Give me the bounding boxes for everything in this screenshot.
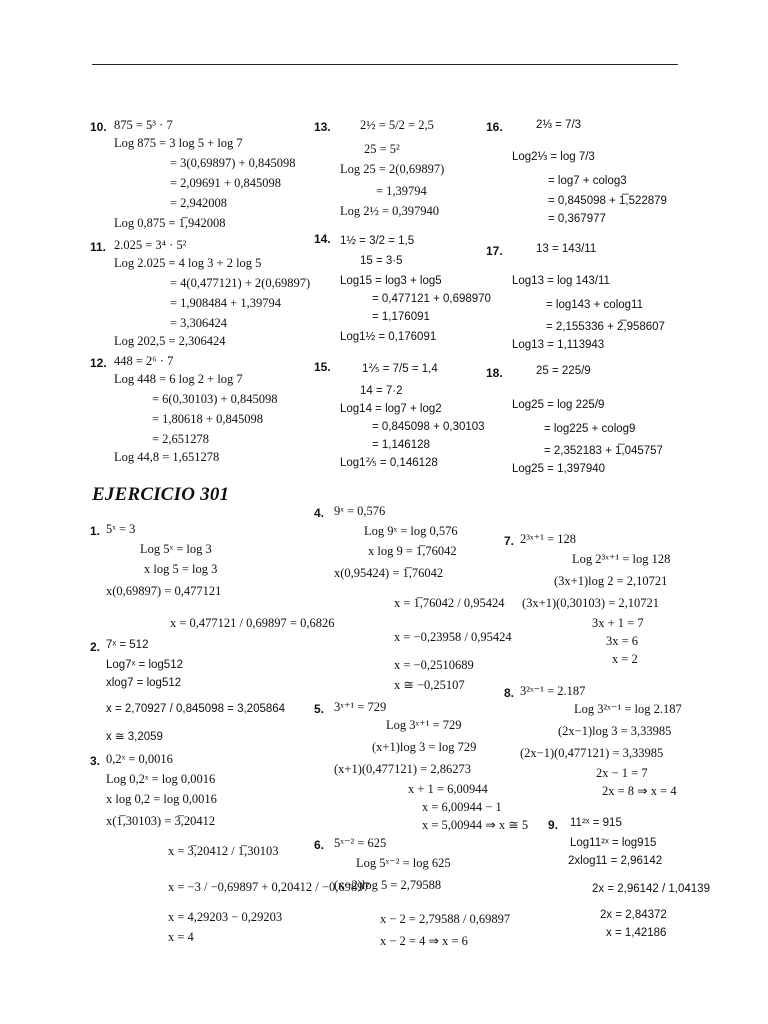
equation-line: x = 1̅,76042 / 0,95424 (394, 596, 505, 610)
equation-line: Log 44,8 = 1,651278 (114, 450, 220, 464)
equation-line: 2½ = 5/2 = 2,5 (360, 118, 434, 132)
equation-line: 11²ˣ = 915 (570, 817, 622, 829)
equation-line: Log11²ˣ = log915 (570, 837, 657, 849)
equation-line: Log 2½ = 0,397940 (340, 204, 440, 218)
equation-line: 15 = 3·5 (360, 255, 403, 267)
equation-line: = 6(0,30103) + 0,845098 (152, 392, 278, 406)
equation-line: 2x = 8 ⇒ x = 4 (602, 784, 677, 798)
equation-line: = log7 + colog3 (548, 175, 627, 187)
equation-line: Log 2.025 = 4 log 3 + 2 log 5 (114, 256, 262, 270)
equation-line: Log25 = log 225/9 (512, 399, 605, 411)
equation-line: 2x = 2,96142 / 1,04139 (592, 883, 710, 895)
problem-number: 17. (486, 244, 503, 258)
equation-line: Log 2³ˣ⁺¹ = log 128 (572, 552, 671, 566)
equation-line: Log 5ˣ⁻² = log 625 (356, 856, 451, 870)
problem-number: 12. (90, 356, 107, 370)
top-rule (92, 64, 678, 65)
equation-line: 1½ = 3/2 = 1,5 (340, 235, 415, 247)
equation-line: 3x = 6 (606, 634, 639, 648)
equation-line: Log 25 = 2(0,69897) (340, 162, 445, 176)
equation-line: Log1⅖ = 0,146128 (340, 457, 438, 469)
equation-line: = 1,908484 + 1,39794 (170, 296, 281, 310)
problem-number: 11. (90, 240, 107, 254)
equation-line: = 2,942008 (170, 196, 228, 210)
equation-line: x ≅ −0,25107 (394, 678, 465, 692)
equation-line: Log 0,875 = 1̅,942008 (114, 216, 226, 230)
equation-line: (x+1)log 3 = log 729 (372, 740, 477, 754)
equation-line: x − 2 = 2,79588 / 0,69897 (380, 912, 511, 926)
equation-line: Log2⅓ = log 7/3 (512, 151, 595, 163)
equation-line: x = 2 (612, 652, 638, 666)
equation-line: = 0,367977 (548, 213, 606, 225)
equation-line: x = 6,00944 − 1 (422, 800, 502, 814)
equation-line: = 3(0,69897) + 0,845098 (170, 156, 296, 170)
equation-line: = 0,845098 + 1̅,522879 (548, 195, 667, 207)
problem-number: 5. (314, 702, 325, 716)
equation-line: = 0,477121 + 0,698970 (372, 293, 491, 305)
problem-number: 8. (504, 686, 515, 700)
equation-line: x = 2,70927 / 0,845098 = 3,205864 (106, 703, 286, 715)
equation-line: (x−2)log 5 = 2,79588 (334, 878, 442, 892)
equation-line: Log 3ˣ⁺¹ = 729 (386, 718, 462, 732)
equation-line: Log13 = log 143/11 (512, 275, 610, 287)
equation-line: (2x−1)log 3 = 3,33985 (558, 724, 672, 738)
equation-line: 0,2ˣ = 0,0016 (106, 752, 173, 766)
equation-line: 2x − 1 = 7 (596, 766, 648, 780)
equation-line: x = −0,23958 / 0,95424 (394, 630, 512, 644)
equation-line: = 1,146128 (372, 439, 430, 451)
equation-line: x − 2 = 4 ⇒ x = 6 (380, 934, 468, 948)
equation-line: Log 3²ˣ⁻¹ = log 2.187 (574, 702, 682, 716)
equation-line: (3x+1)log 2 = 2,10721 (554, 574, 668, 588)
problem-number: 18. (486, 366, 503, 380)
equation-line: Log14 = log7 + log2 (340, 403, 442, 415)
equation-line: Log 5ˣ = log 3 (140, 542, 212, 556)
problem-number: 3. (90, 754, 101, 768)
equation-line: = 1,176091 (372, 311, 430, 323)
equation-line: = log143 + colog11 (546, 299, 643, 311)
equation-line: x = 3̅,20412 / 1̅,30103 (168, 844, 279, 858)
equation-line: 448 = 2⁶ · 7 (114, 354, 174, 368)
equation-line: = 2,155336 + 2̅,958607 (546, 321, 665, 333)
problem-number: 16. (486, 120, 503, 134)
equation-line: Log 9ˣ = log 0,576 (364, 524, 458, 538)
problem-number: 2. (90, 640, 101, 654)
equation-line: = 1,39794 (376, 184, 427, 198)
equation-line: Log 875 = 3 log 5 + log 7 (114, 136, 243, 150)
equation-line: x(0,69897) = 0,477121 (106, 584, 222, 598)
equation-line: = 2,651278 (152, 432, 210, 446)
problem-number: 10. (90, 120, 107, 134)
equation-line: (2x−1)(0,477121) = 3,33985 (520, 746, 664, 760)
equation-line: Log7ˣ = log512 (106, 659, 183, 671)
equation-line: Log15 = log3 + log5 (340, 275, 442, 287)
equation-line: Log1½ = 0,176091 (340, 331, 437, 343)
equation-line: = 0,845098 + 0,30103 (372, 421, 485, 433)
equation-line: Log 0,2ˣ = log 0,0016 (106, 772, 216, 786)
equation-line: 1⅖ = 7/5 = 1,4 (362, 363, 438, 375)
problem-number: 9. (548, 818, 559, 832)
equation-line: x(1̅,30103) = 3̅,20412 (106, 814, 216, 828)
equation-line: = 1,80618 + 0,845098 (152, 412, 263, 426)
equation-line: x = 5,00944 ⇒ x ≅ 5 (422, 818, 529, 832)
equation-line: 25 = 225/9 (536, 365, 591, 377)
equation-line: 2⅓ = 7/3 (536, 119, 582, 131)
equation-line: = 3,306424 (170, 316, 228, 330)
equation-line: x log 0,2 = log 0,0016 (106, 792, 217, 806)
problem-number: 7. (504, 534, 515, 548)
equation-line: 875 = 5³ · 7 (114, 118, 173, 132)
equation-line: x = 4 (168, 930, 194, 944)
equation-line: 2xlog11 = 2,96142 (568, 855, 663, 867)
equation-line: Log25 = 1,397940 (512, 463, 606, 475)
equation-line: 3ˣ⁺¹ = 729 (334, 700, 387, 714)
problem-number: 4. (314, 506, 325, 520)
equation-line: 9ˣ = 0,576 (334, 504, 386, 518)
problem-number: 13. (314, 120, 331, 134)
equation-line: x = −0,2510689 (394, 658, 474, 672)
equation-line: (3x+1)(0,30103) = 2,10721 (522, 596, 659, 610)
equation-line: = 2,09691 + 0,845098 (170, 176, 281, 190)
equation-line: 2x = 2,84372 (600, 909, 667, 921)
equation-line: x = 4,29203 − 0,29203 (168, 910, 283, 924)
exercise-heading: EJERCICIO 301 (92, 484, 230, 505)
equation-line: 13 = 143/11 (536, 243, 597, 255)
equation-line: 7ˣ = 512 (106, 639, 149, 651)
equation-line: = 2,352183 + 1̅,045757 (544, 445, 663, 457)
equation-line: x = 1,42186 (606, 927, 667, 939)
equation-line: 25 = 5² (364, 142, 400, 156)
equation-line: x = 0,477121 / 0,69897 = 0,6826 (170, 616, 335, 630)
equation-line: x log 9 = 1̅,76042 (368, 544, 457, 558)
equation-line: 14 = 7·2 (360, 385, 403, 397)
equation-line: (x+1)(0,477121) = 2,86273 (334, 762, 471, 776)
equation-line: x log 5 = log 3 (144, 562, 218, 576)
equation-line: 2³ˣ⁺¹ = 128 (520, 532, 577, 546)
problem-number: 6. (314, 838, 325, 852)
equation-line: Log 448 = 6 log 2 + log 7 (114, 372, 243, 386)
equation-line: = 4(0,477121) + 2(0,69897) (170, 276, 311, 290)
equation-line: x ≅ 3,2059 (106, 731, 163, 743)
equation-line: xlog7 = log512 (106, 677, 182, 689)
problem-number: 1. (90, 524, 101, 538)
equation-line: Log13 = 1,113943 (512, 339, 605, 351)
problem-number: 15. (314, 360, 331, 374)
equation-line: 5ˣ⁻² = 625 (334, 836, 387, 850)
problem-number: 14. (314, 232, 331, 246)
equation-line: Log 202,5 = 2,306424 (114, 334, 226, 348)
equation-line: x + 1 = 6,00944 (408, 782, 488, 796)
equation-line: 2.025 = 3⁴ · 5² (114, 238, 187, 252)
equation-line: = log225 + colog9 (544, 423, 636, 435)
equation-line: 5ˣ = 3 (106, 522, 136, 536)
equation-line: 3x + 1 = 7 (592, 616, 644, 630)
equation-line: x(0,95424) = 1̅,76042 (334, 566, 444, 580)
equation-line: 3²ˣ⁻¹ = 2.187 (520, 684, 586, 698)
equation-line: x = −3 / −0,69897 + 0,20412 / −0,69897 (168, 880, 370, 894)
